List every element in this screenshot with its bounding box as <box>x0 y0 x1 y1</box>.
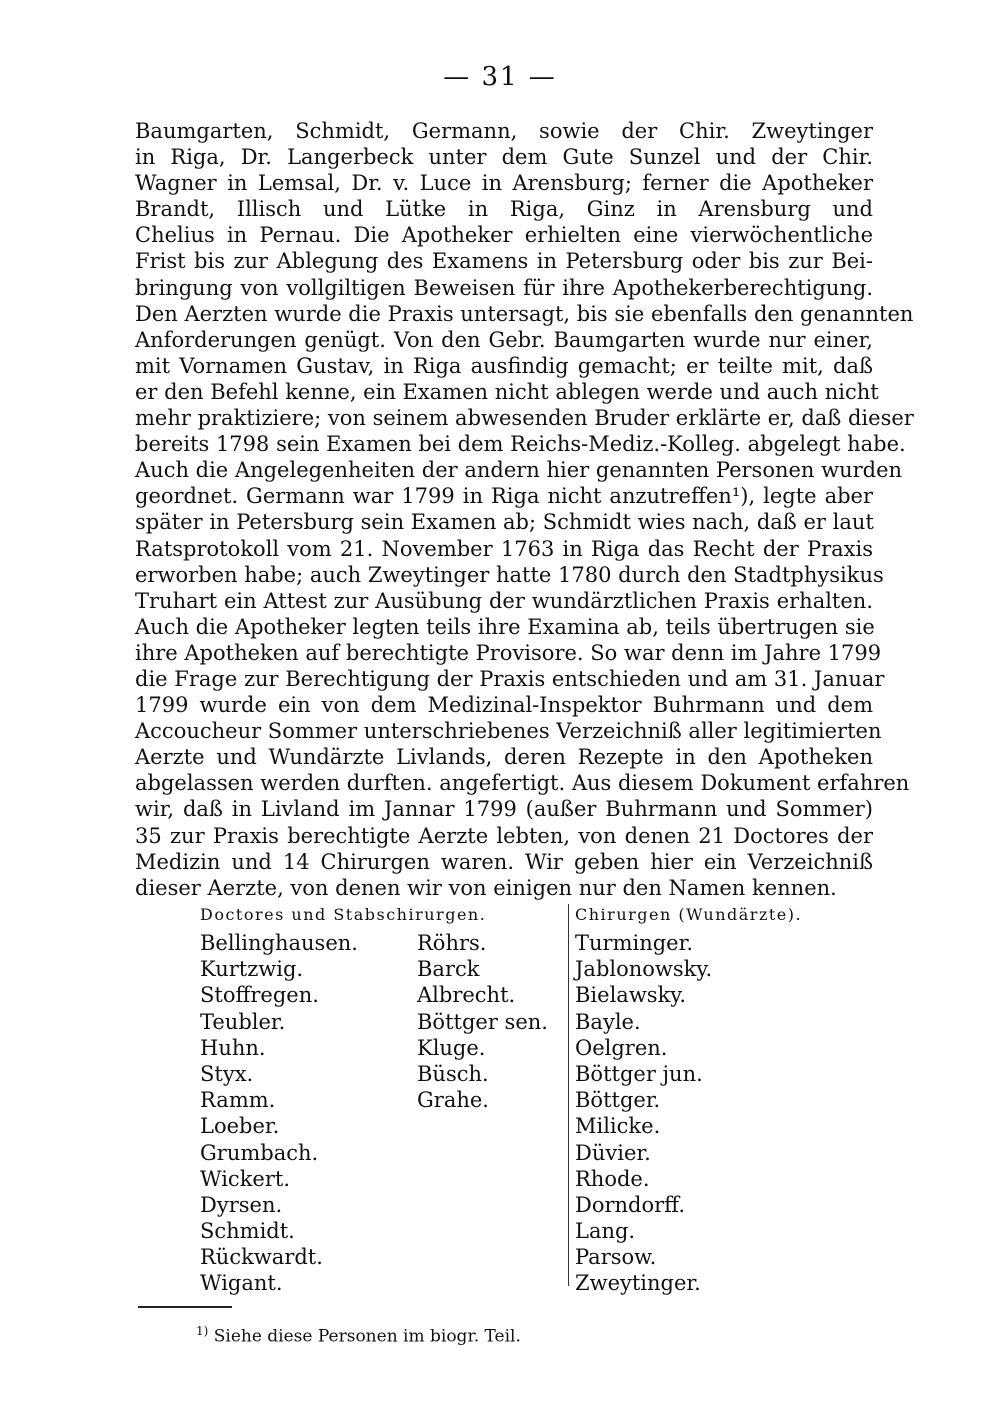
text-line: Den Aerzten wurde die Praxis untersagt, bis sie ebenfalls den genannten <box>135 301 914 326</box>
text-line: geordnet. Germann war 1799 in Riga nicht anzutreffen¹), legte aber <box>135 484 873 509</box>
doctor-name: Albrecht. <box>417 983 516 1008</box>
text-line: Auch die Apotheker legten teils ihre Examina ab, teils übertrugen sie <box>135 614 875 639</box>
text-line: später in Petersburg sein Examen ab; Schmidt wies nach, daß er laut <box>135 510 874 535</box>
doctor-name: Schmidt. <box>200 1219 295 1244</box>
footnote-marker: 1) <box>196 1324 209 1338</box>
text-line: Medizin und 14 Chirurgen waren. Wir geben hier ein Verzeichniß <box>135 849 873 874</box>
surgeon-name: Zweytinger. <box>575 1271 701 1296</box>
surgeon-name: Böttger. <box>575 1088 661 1113</box>
surgeon-name: Jablonowsky. <box>575 957 713 982</box>
text-line: 1799 wurde ein von dem Medizinal-Inspektor Buhrmann und dem <box>135 693 873 718</box>
text-line: Auch die Angelegenheiten der andern hier genannten Personen wurden <box>135 458 903 483</box>
doctor-name: Röhrs. <box>417 931 487 955</box>
footnote-rule <box>138 1306 232 1308</box>
text-line: Accoucheur Sommer unterschriebenes Verzeichniß aller legitimierten <box>135 719 882 744</box>
text-line: Frist bis zur Ablegung des Examens in Petersburg oder bis zur Bei- <box>135 249 873 274</box>
text-line: mit Vornamen Gustav, in Riga ausfindig gemacht; er teilte mit, daß <box>135 353 873 378</box>
doctor-name: Kurtzwig. <box>200 957 304 982</box>
surgeon-name: Dorndorff. <box>575 1192 686 1217</box>
text-line: in Riga, Dr. Langerbeck unter dem Gute Sunzel und der Chir. <box>135 145 873 170</box>
doctor-name: Büsch. <box>417 1061 489 1086</box>
text-line: Baumgarten, Schmidt, Germann, sowie der Chir. Zweytinger <box>135 119 873 143</box>
doctor-name: Teubler. <box>200 1009 286 1034</box>
physician-register <box>195 900 895 1300</box>
doctor-name: Kluge. <box>417 1035 486 1060</box>
doctor-name: Ramm. <box>200 1088 276 1113</box>
text-line: die Frage zur Berechtigung der Praxis entschieden und am 31. Januar <box>135 666 885 691</box>
text-line: bringung von vollgiltigen Beweisen für ihre Apothekerberechtigung. <box>135 275 873 300</box>
text-line: wir, daß in Livland im Jannar 1799 (außer Buhrmann und Sommer) <box>135 797 873 822</box>
surgeon-name: Böttger jun. <box>575 1061 703 1086</box>
text-line: dieser Aerzte, von denen wir von einigen nur den Namen kennen. <box>135 875 837 900</box>
doctores-column-2 <box>417 930 548 1113</box>
doctor-name: Rückwardt. <box>200 1245 323 1270</box>
surgeon-name: Rhode. <box>575 1166 650 1191</box>
column-divider <box>568 904 569 1286</box>
surgeon-name: Oelgren. <box>575 1035 668 1060</box>
text-line: er den Befehl kenne, ein Examen nicht ablegen werde und auch nicht <box>135 379 879 404</box>
chirurgen-column <box>575 900 802 1297</box>
text-line: erworben habe; auch Zweytinger hatte 1780 durch den Stadtphysikus <box>135 562 884 587</box>
text-line: abgelassen werden durften. angefertigt. Aus diesem Dokument erfahren <box>135 771 910 796</box>
surgeon-name: Lang. <box>575 1219 636 1244</box>
doctor-name: Stoffregen. <box>200 983 319 1008</box>
text-line: Ratsprotokoll vom 21. November 1763 in Riga das Recht der Praxis <box>135 536 873 561</box>
doctor-name: Bellinghausen. <box>200 931 358 955</box>
footnote <box>196 1324 521 1347</box>
surgeon-name: Bayle. <box>575 1009 641 1034</box>
text-line: ihre Apotheken auf berechtigte Provisore. So war denn im Jahre 1799 <box>135 640 882 665</box>
chirurgen-heading: Chirurgen (Wundärzte). <box>575 905 803 924</box>
text-line: 35 zur Praxis berechtigte Aerzte lebten, von denen 21 Doctores der <box>135 823 873 848</box>
doctor-name: Grahe. <box>417 1088 489 1113</box>
doctor-name: Barck <box>417 957 480 982</box>
surgeon-name: Parsow. <box>575 1245 657 1270</box>
text-line: Truhart ein Attest zur Ausübung der wundärztlichen Praxis erhalten. <box>135 588 873 613</box>
doctor-name: Huhn. <box>200 1035 266 1060</box>
doctor-name: Böttger sen. <box>417 1009 548 1034</box>
text-line: Aerzte und Wundärzte Livlands, deren Rezepte in den Apotheken <box>135 745 873 770</box>
doctores-heading: Doctores und Stabschirurgen. <box>200 905 487 924</box>
surgeon-name: Düvier. <box>575 1140 651 1165</box>
text-line: Brandt, Illisch und Lütke in Riga, Ginz in Arensburg und <box>135 197 873 222</box>
text-line: Chelius in Pernau. Die Apotheker erhielten eine vierwöchentliche <box>135 223 873 248</box>
doctor-name: Dyrsen. <box>200 1192 283 1217</box>
surgeon-name: Turminger. <box>575 931 694 955</box>
text-line: bereits 1798 sein Examen bei dem Reichs-Mediz.-Kolleg. abgelegt habe. <box>135 432 906 457</box>
footnote-text: Siehe diese Personen im biogr. Teil. <box>213 1326 521 1347</box>
doctor-name: Wigant. <box>200 1271 283 1296</box>
text-line: mehr praktiziere; von seinem abwesenden Bruder erklärte er, daß dieser <box>135 406 914 431</box>
doctor-name: Wickert. <box>200 1166 290 1191</box>
doctor-name: Loeber. <box>200 1114 280 1139</box>
surgeon-name: Milicke. <box>575 1114 661 1139</box>
body-text <box>135 118 914 901</box>
text-line: Wagner in Lemsal, Dr. v. Luce in Arensburg; ferner die Apotheker <box>135 171 873 196</box>
doctor-name: Grumbach. <box>200 1140 319 1165</box>
text-line: Anforderungen genügt. Von den Gebr. Baumgarten wurde nur einer, <box>135 327 873 352</box>
doctor-name: Styx. <box>200 1061 254 1086</box>
page-number: — 31 — <box>443 62 557 92</box>
surgeon-name: Bielawsky. <box>575 983 687 1008</box>
